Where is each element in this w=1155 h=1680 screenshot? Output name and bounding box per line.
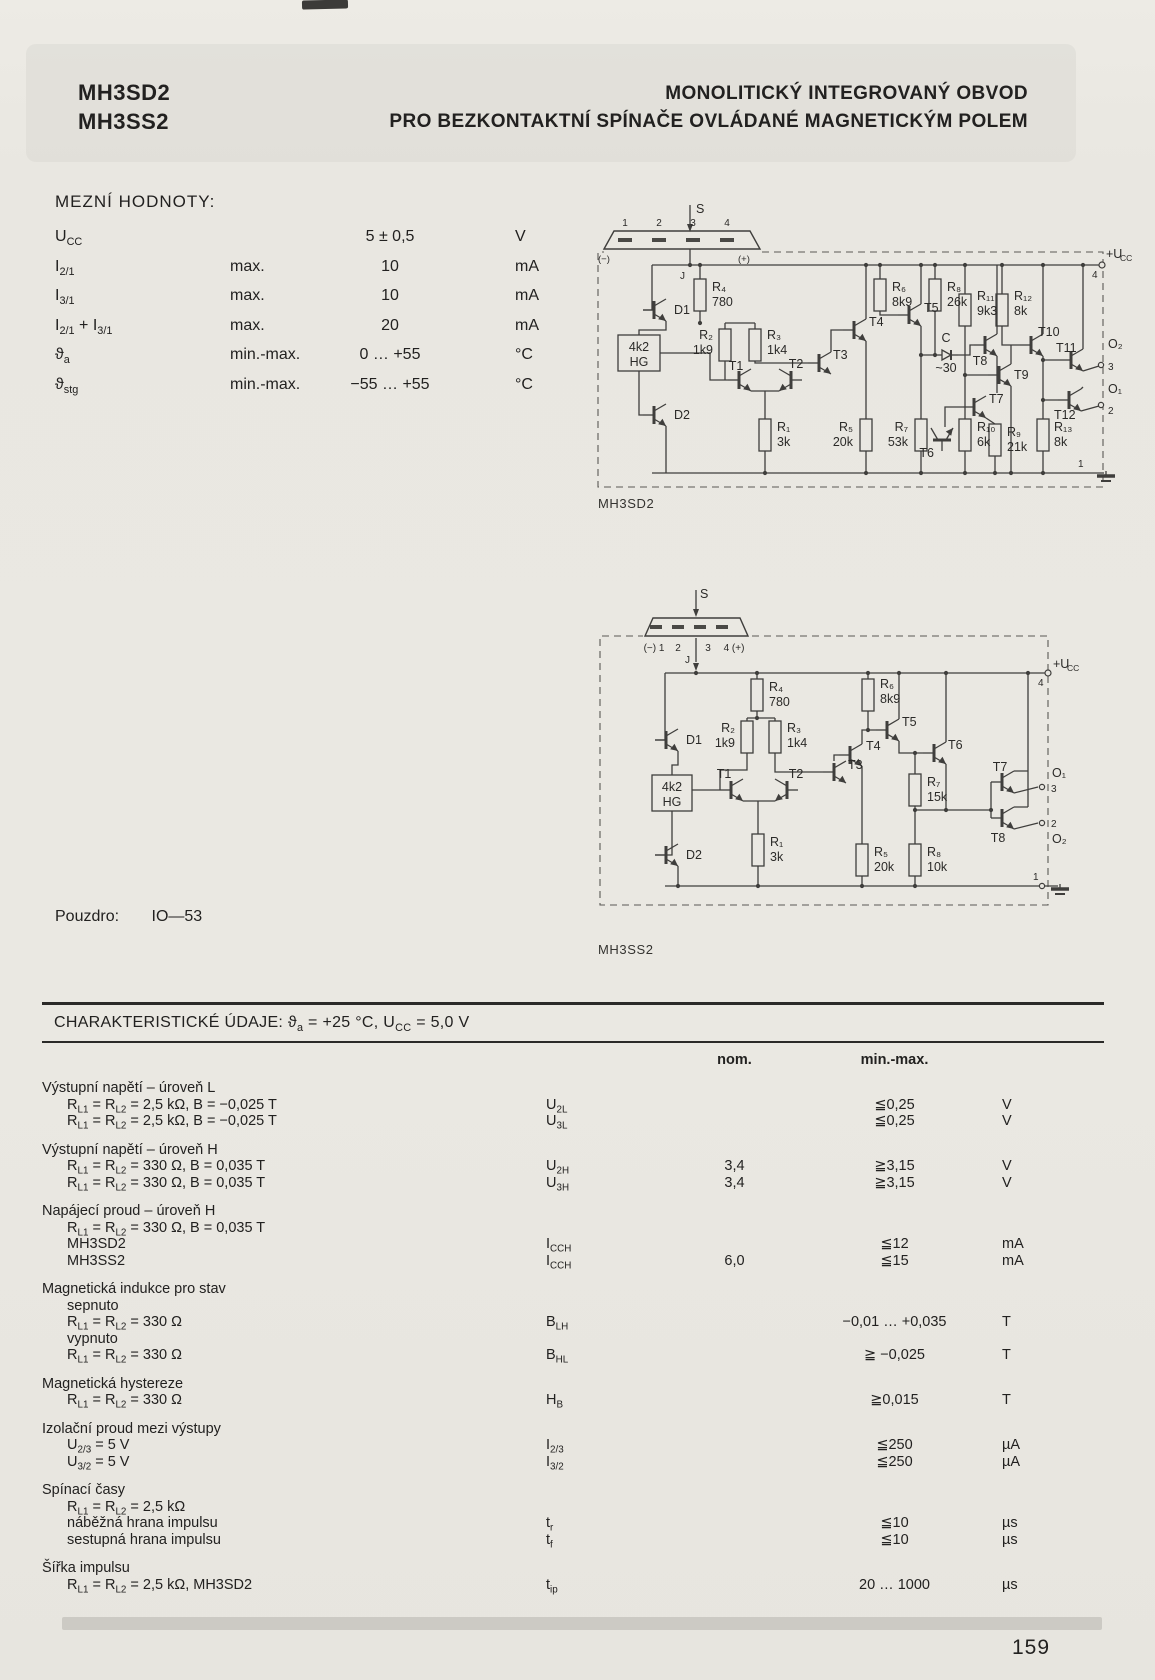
schematic-mh3sd2	[590, 195, 1135, 510]
char-row: $R_{L1} = R_{L2} = 2,5$ kΩ, B = −0,025 T $U_{2L}$ ≦0,25 V	[67, 1096, 1012, 1115]
resistor-value: 15k	[927, 790, 948, 804]
ucc-label: +U	[1053, 657, 1070, 671]
limit-qualifier: min.-max.	[230, 346, 301, 363]
ucc-pin-node	[1099, 262, 1105, 268]
limits-row	[55, 228, 580, 258]
resistor-value: 26k	[947, 295, 968, 309]
output-label: O₂	[1052, 832, 1067, 846]
limits-heading: MEZNÍ HODNOTY:	[55, 192, 216, 211]
char-row: $R_{L1} = R_{L2} = 2,5$ kΩ, B = −0,025 T $U_{3L}$ ≦0,25 V	[67, 1113, 1012, 1132]
circuit-boundary	[600, 636, 1048, 905]
pin-label: 4 (+)	[723, 643, 745, 654]
char-row: $R_{L1} = R_{L2} = 2,5$ kΩ, MH3SD2 $t_{ip}$ 20 … 1000 µs	[67, 1576, 1018, 1595]
char-group: Magnetická indukce pro stav	[42, 1281, 226, 1297]
transistor-label: T11	[1056, 341, 1077, 355]
pin-label: 3	[690, 218, 696, 229]
transistor-label: T5	[924, 301, 939, 315]
resistor-value: 20k	[832, 435, 853, 449]
resistor-value: 8k9	[880, 692, 901, 706]
limit-unit: °C	[515, 346, 533, 363]
char-row: náběžná hrana impulsu $t_r$ ≦10 µs	[67, 1515, 1018, 1534]
schematic-caption-1: MH3SD2	[598, 496, 655, 511]
char-row: $R_{L1} = R_{L2} = 330$ Ω, B = 0,035 T $U_{2H}$ 3,4 ≧3,15 V	[67, 1158, 1012, 1177]
limits-row	[55, 346, 580, 376]
rule	[42, 1041, 1104, 1043]
output-label: O₁	[1052, 766, 1066, 780]
polarity-plus: (+)	[738, 254, 750, 265]
transistor-label: T8	[990, 831, 1006, 845]
pin-number: 4	[1092, 270, 1098, 281]
pin-number: 3	[1051, 784, 1057, 795]
resistor-value: 9k3	[977, 304, 998, 318]
limits-row	[55, 376, 580, 406]
limit-value: 10	[381, 257, 399, 275]
package-label: Pouzdro:	[55, 908, 120, 925]
title-line-1: MONOLITICKÝ INTEGROVANÝ OBVOD	[665, 83, 1028, 104]
diode-label: D1	[674, 303, 690, 317]
limit-value: 10	[381, 287, 399, 304]
pin-number: 2	[1051, 819, 1057, 830]
limit-unit: V	[515, 228, 526, 245]
limit-unit: °C	[515, 375, 533, 393]
limits-section	[55, 192, 580, 405]
polarity-minus: (−)	[598, 254, 610, 265]
resistor-value: 6k	[977, 435, 991, 449]
limits-row	[55, 258, 580, 288]
title-line-2: PRO BEZKONTAKTNÍ SPÍNAČE OVLÁDANÉ MAGNETICKÝM POLEM	[389, 111, 1028, 132]
limits-row	[55, 317, 580, 347]
limit-symbol: $ϑ_a$	[55, 346, 70, 366]
resistor-ref: R₄	[769, 680, 784, 694]
pin-number: 3	[1108, 362, 1114, 373]
package-outline-2	[644, 587, 748, 671]
limit-qualifier: max.	[230, 287, 265, 304]
resistor-ref: R₁	[770, 835, 784, 849]
char-group: Výstupní napětí – úroveň H	[42, 1141, 218, 1158]
limit-qualifier: max.	[230, 257, 265, 275]
resistor-ref: R₈	[947, 280, 962, 294]
transistor-label: T7	[992, 760, 1008, 774]
page-number: 159	[1012, 1636, 1051, 1659]
pin-number: 2	[1108, 406, 1114, 417]
pin-label: 2	[656, 218, 662, 229]
resistor-value: 780	[712, 295, 733, 309]
resistor-value: 21k	[1007, 440, 1028, 454]
schematic-caption-2: MH3SS2	[598, 942, 654, 957]
ucc-sub-label: CC	[1120, 253, 1133, 263]
ucc-sub-label: CC	[1067, 663, 1080, 673]
resistor-ref: R₃	[787, 721, 802, 735]
char-row: $R_{L1} = R_{L2} = 330$ Ω $B_{LH}$ −0,01 … +0,035 T	[67, 1314, 1011, 1333]
pin-number: 4	[1038, 678, 1044, 689]
hall-generator-value: 4k2	[628, 340, 650, 354]
transistor-label: T12	[1054, 408, 1076, 422]
limit-unit: mA	[515, 257, 539, 275]
diode-label: D2	[674, 408, 690, 422]
scan-bar-bottom	[62, 1617, 1102, 1630]
hall-generator-value: 4k2	[661, 780, 683, 794]
pin-label: 4	[724, 218, 730, 229]
transistor-label: T3	[848, 758, 863, 772]
char-condition: $R_{L1} = R_{L2} = 2,5$ kΩ	[67, 1498, 186, 1517]
ucc-pin-node	[1045, 670, 1051, 676]
resistor-ref: R₈	[927, 845, 942, 859]
limit-value: 20	[381, 316, 399, 334]
resistor-value: 8k	[1054, 435, 1068, 449]
char-group: Výstupní napětí – úroveň L	[42, 1080, 216, 1096]
resistor-ref: R₁₂	[1014, 289, 1033, 303]
char-condition: sepnuto	[67, 1297, 119, 1314]
resistor-value: 10k	[927, 860, 948, 874]
resistor-value: 8k	[1014, 304, 1028, 318]
scan-artifact	[302, 0, 348, 10]
resistor-value: 1k9	[692, 343, 713, 357]
pin-number: 1	[1078, 459, 1084, 470]
pin-label: 2	[675, 643, 681, 654]
resistor-ref: R₂	[699, 328, 713, 342]
limit-qualifier: max.	[230, 316, 265, 334]
gnd-pin-node	[1039, 883, 1044, 888]
transistor-label: T2	[788, 767, 804, 781]
char-row: sestupná hrana impulsu $t_f$ ≦10 µs	[67, 1531, 1018, 1550]
char-row: $U_{2/3} = 5$ V $I_{2/3}$ ≦250 µA	[67, 1437, 1021, 1456]
col-nom: nom.	[717, 1052, 752, 1068]
resistor-ref: R₃	[767, 328, 782, 342]
resistor-value: 1k9	[714, 736, 735, 750]
resistor-ref: R₁	[777, 420, 791, 434]
characteristics-section	[42, 1002, 1104, 1593]
output-label: O₂	[1108, 337, 1123, 351]
transistor-label: T6	[948, 738, 963, 752]
pin-label: 1	[622, 218, 628, 229]
resistor-ref: R₇	[894, 420, 908, 434]
char-group: Magnetická hystereze	[42, 1375, 184, 1392]
characteristics-header	[42, 1052, 1104, 1068]
resistor-ref: R₄	[712, 280, 727, 294]
pin-label: 3	[705, 643, 711, 654]
resistor-value: 53k	[887, 435, 908, 449]
char-row: $R_{L1} = R_{L2} = 330$ Ω, B = 0,035 T $U_{3H}$ 3,4 ≧3,15 V	[67, 1174, 1012, 1193]
limit-value: −55 … +55	[350, 375, 430, 393]
transistor-label: T5	[902, 715, 917, 729]
resistor-ref: R₇	[927, 775, 941, 789]
resistor-value: 1k4	[787, 736, 808, 750]
package-line	[55, 908, 202, 926]
transistor-label: T10	[1038, 325, 1060, 339]
output-pin-node	[1098, 402, 1103, 407]
resistor-ref: R₅	[838, 420, 853, 434]
transistor-label: T9	[1014, 368, 1029, 382]
transistor-label: T8	[972, 354, 988, 368]
resistor-value: 1k4	[767, 343, 788, 357]
limits-row	[55, 287, 580, 317]
transistor-label: T2	[788, 357, 804, 371]
char-group: Šířka impulsu	[42, 1560, 130, 1576]
capacitor-value: ~30	[935, 361, 957, 375]
capacitor-ref: C	[941, 331, 951, 345]
transistor-label: T1	[716, 767, 732, 781]
limit-value: 0 … +55	[359, 346, 421, 363]
s-input-label: S	[700, 587, 709, 601]
hall-generator-label: HG	[662, 795, 682, 809]
pin-label: (−) 1	[643, 643, 665, 654]
transistor-label: T6	[919, 446, 934, 460]
ucc-label: +U	[1106, 247, 1123, 261]
output-pin-node	[1039, 784, 1044, 789]
char-group: Spínací časy	[42, 1482, 126, 1498]
limit-unit: mA	[515, 316, 539, 334]
resistor-value: 3k	[777, 435, 791, 449]
transistor-label: T7	[989, 392, 1004, 406]
part-numbers	[78, 78, 170, 136]
resistor-ref: R₁₃	[1054, 420, 1073, 434]
resistor-value: 8k9	[892, 295, 913, 309]
char-row: MH3SD2 $I_{CCH}$ ≦12 mA	[67, 1236, 1024, 1255]
limit-symbol: $ϑ_{stg}$	[55, 375, 79, 396]
transistor-label: T4	[866, 739, 881, 753]
j-label: J	[680, 271, 685, 282]
char-group: Napájecí proud – úroveň H	[42, 1203, 216, 1219]
char-condition: $R_{L1} = R_{L2} = 330$ Ω, B = 0,035 T	[67, 1219, 266, 1238]
resistor-ref: R₁₁	[977, 289, 995, 303]
transistor-label: T1	[728, 359, 744, 373]
package-value: IO—53	[151, 908, 203, 925]
limit-symbol: $I_{2/1}$	[55, 257, 75, 278]
resistor-value: 3k	[770, 850, 784, 864]
rule	[42, 1002, 1104, 1005]
limit-value: 5 ± 0,5	[365, 228, 415, 245]
limit-unit: mA	[515, 287, 539, 304]
diode-label: D1	[686, 733, 702, 747]
resistor-value: 20k	[874, 860, 895, 874]
limit-symbol: $I_{2/1} + I_{3/1}$	[55, 316, 113, 337]
schematic-mh3ss2	[590, 560, 1135, 910]
char-row: $U_{3/2} = 5$ V $I_{3/2}$ ≦250 µA	[67, 1453, 1021, 1472]
col-minmax: min.-max.	[860, 1052, 929, 1068]
limit-qualifier: min.-max.	[230, 375, 301, 393]
part-number-1: MH3SD2	[78, 80, 171, 105]
limit-symbol: $U_{CC}$	[55, 228, 83, 248]
char-row: $R_{L1} = R_{L2} = 330$ Ω $B_{HL}$ ≧ −0,025 T	[67, 1347, 1011, 1366]
char-row: MH3SS2 $I_{CCH}$ 6,0 ≦15 mA	[67, 1252, 1024, 1271]
j-label: J	[685, 655, 690, 666]
pin-number: 1	[1033, 872, 1039, 883]
part-number-2: MH3SS2	[78, 109, 170, 134]
transistor-label: T4	[869, 315, 884, 329]
characteristics-title: CHARAKTERISTICKÉ ÚDAJE: $ϑ_a = +25$ °C, $U_{CC} = 5,0$ V	[54, 1014, 470, 1034]
s-input-label: S	[696, 202, 705, 216]
resistor-ref: R₂	[721, 721, 735, 735]
output-label: O₁	[1108, 382, 1122, 396]
diode-label: D2	[686, 848, 702, 862]
char-group: Izolační proud mezi výstupy	[42, 1420, 221, 1437]
transistor-label: T3	[833, 348, 848, 362]
output-pin-node	[1039, 820, 1044, 825]
resistor-ref: R₅	[874, 845, 889, 859]
resistor-ref: R₆	[892, 280, 907, 294]
resistor-ref: R₆	[880, 677, 895, 691]
hall-generator-label: HG	[629, 355, 649, 369]
char-condition: vypnuto	[67, 1330, 118, 1347]
page-title	[389, 80, 1028, 136]
package-outline-1	[598, 202, 760, 282]
resistor-value: 780	[769, 695, 790, 709]
limit-symbol: $I_{3/1}$	[55, 287, 75, 307]
char-row: $R_{L1} = R_{L2} = 330$ Ω $H_B$ ≧0,015 T	[67, 1392, 1011, 1411]
resistor-ref: R₉	[1007, 425, 1021, 439]
resistor-ref: R₁₀	[977, 420, 996, 434]
output-pin-node	[1098, 362, 1103, 367]
